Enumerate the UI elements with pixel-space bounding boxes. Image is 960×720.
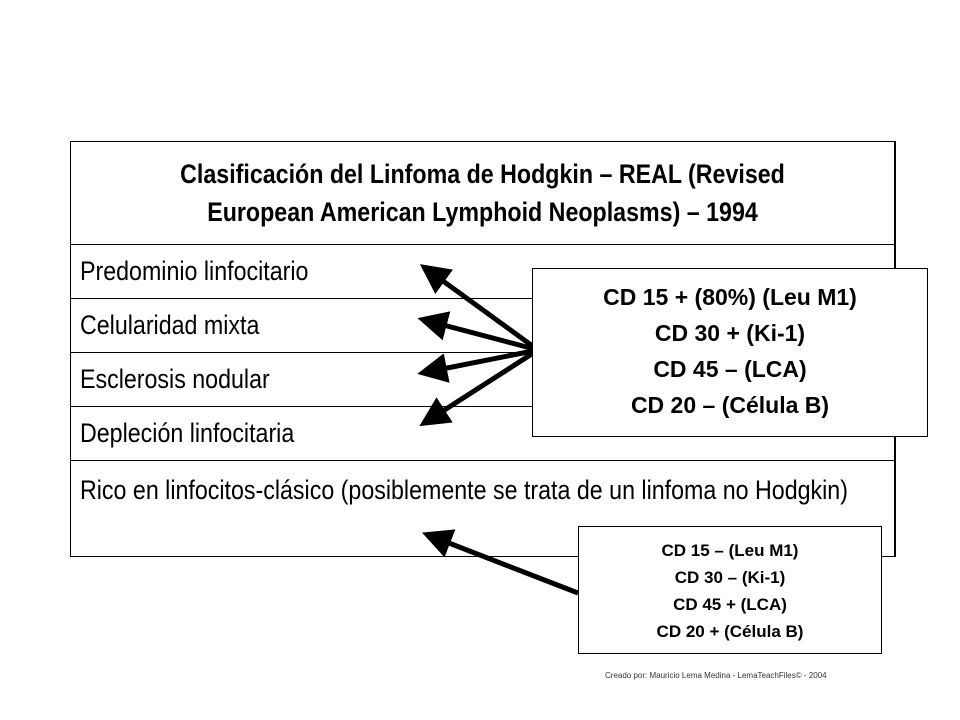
marker-line: CD 15 – (Leu M1) bbox=[661, 541, 799, 560]
immunophenotype-box-lymphocyte-rich bbox=[578, 526, 882, 654]
marker-line: CD 20 + (Célula B) bbox=[656, 622, 804, 641]
marker-line: CD 45 + (LCA) bbox=[673, 595, 787, 614]
immunophenotype-box-classic bbox=[532, 268, 928, 437]
row-label: Predominio linfocitario bbox=[80, 256, 309, 286]
marker-line: CD 30 – (Ki-1) bbox=[674, 568, 786, 587]
marker-line: CD 20 – (Célula B) bbox=[630, 392, 830, 418]
row-label: Rico en linfocitos-clásico (posiblemente se trata de un linfoma no Hodgkin) bbox=[80, 475, 848, 505]
table-title: Clasificación del Linfoma de Hodgkin – REAL (Revised European American Lymphoid Neoplasms) – 1994 bbox=[180, 159, 785, 227]
row-label: Celularidad mixta bbox=[80, 310, 260, 340]
credit-footer: Creado por: Mauricio Lema Medina - LemaTeachFiles© - 2004 bbox=[605, 671, 827, 680]
arrow-to-rico bbox=[436, 538, 578, 593]
row-label: Depleción linfocitaria bbox=[80, 418, 295, 448]
row-label: Esclerosis nodular bbox=[80, 364, 270, 394]
marker-line: CD 15 + (80%) (Leu M1) bbox=[603, 284, 857, 310]
marker-line: CD 45 – (LCA) bbox=[653, 356, 807, 382]
marker-line: CD 30 + (Ki-1) bbox=[654, 320, 806, 346]
